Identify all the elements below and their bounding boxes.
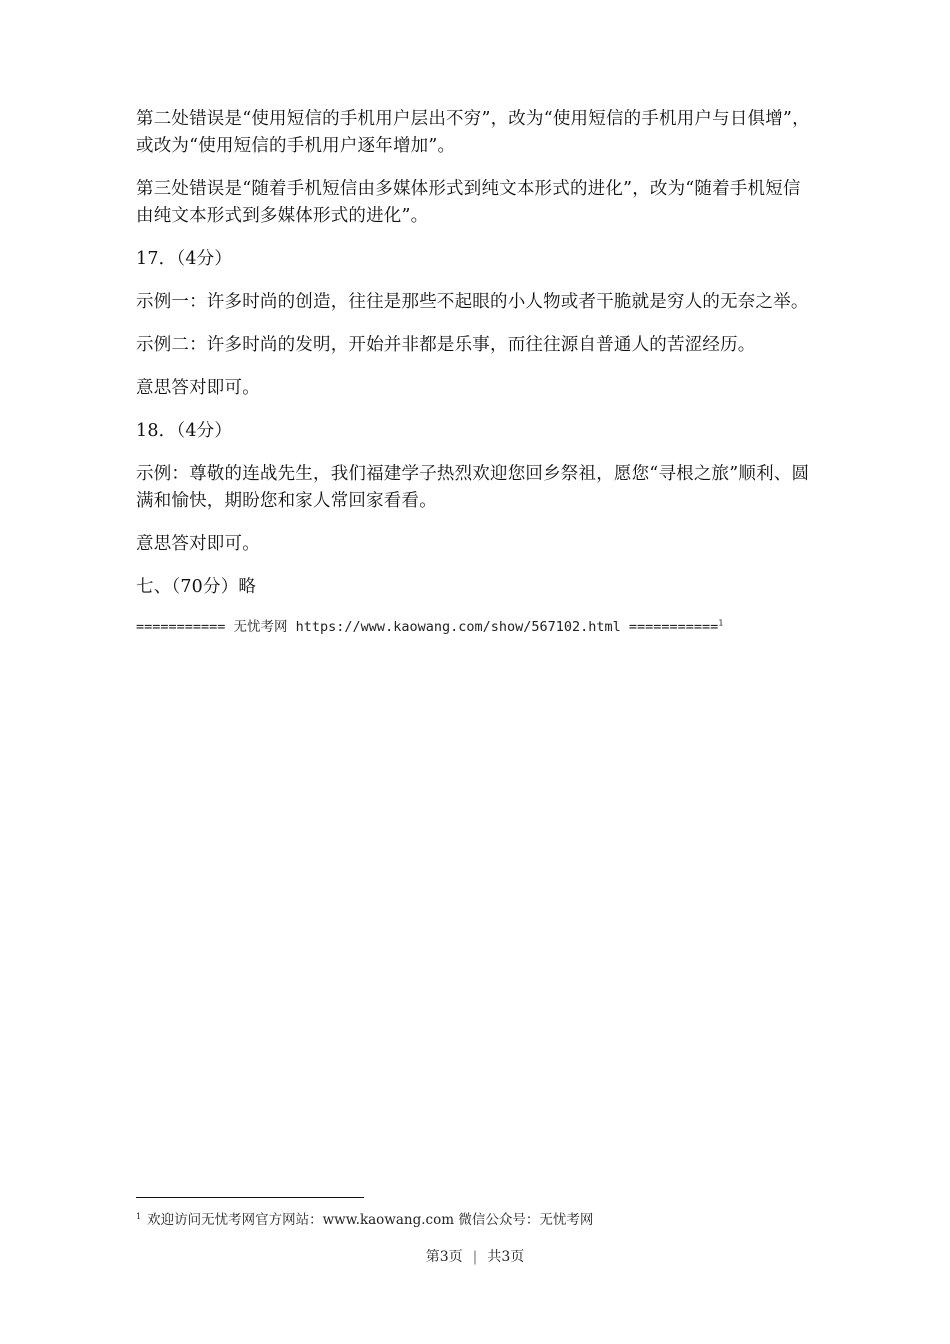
question-17-heading: 17．（4分） [136,249,233,269]
paragraph-error-3: 第三处错误是“随着手机短信由多媒体形式到纯文本形式的进化”，改为“随着手机短信由纯文本形式到多媒体形式的进化”。 [136,179,801,226]
section-7-heading: 七、（70分）略 [136,577,257,597]
source-divider [136,617,816,637]
answer-note-17: 意思答对即可。 [136,378,260,398]
paragraph-error-2: 第二处错误是“使用短信的手机用户层出不穷”，改为“使用短信的手机用户与日俱增”，或改为“使用短信的手机用户逐年增加”。 [136,109,810,156]
example-2: 示例二：许多时尚的发明，开始并非都是乐事，而往往源自普通人的苦涩经历。 [136,335,756,355]
footnote-text: 欢迎访问无忧考网官方网站：www.kaowang.com 微信公众号：无忧考网 [147,1212,594,1228]
source-divider-text: =========== 无忧考网 https://www.kaowang.com/show/567102.html =========== [136,619,719,635]
page-separator: | [472,1249,478,1265]
page-total: 共3页 [487,1249,525,1265]
page-current: 第3页 [425,1249,463,1265]
question-18-heading: 18．（4分） [136,421,233,441]
footnote-mark: 1 [136,1211,142,1221]
example-18: 示例：尊敬的连战先生，我们福建学子热烈欢迎您回乡祭祖，愿您“寻根之旅”顺利、圆满和愉快，期盼您和家人常回家看看。 [136,464,810,511]
document-body [136,106,816,637]
page-footer [0,1247,950,1267]
footnote-reference-mark: 1 [718,618,724,628]
footnote [136,1210,593,1230]
answer-note-18: 意思答对即可。 [136,534,260,554]
footnote-separator [136,1197,364,1198]
example-1: 示例一：许多时尚的创造，往往是那些不起眼的小人物或者干脆就是穷人的无奈之举。 [136,292,809,312]
